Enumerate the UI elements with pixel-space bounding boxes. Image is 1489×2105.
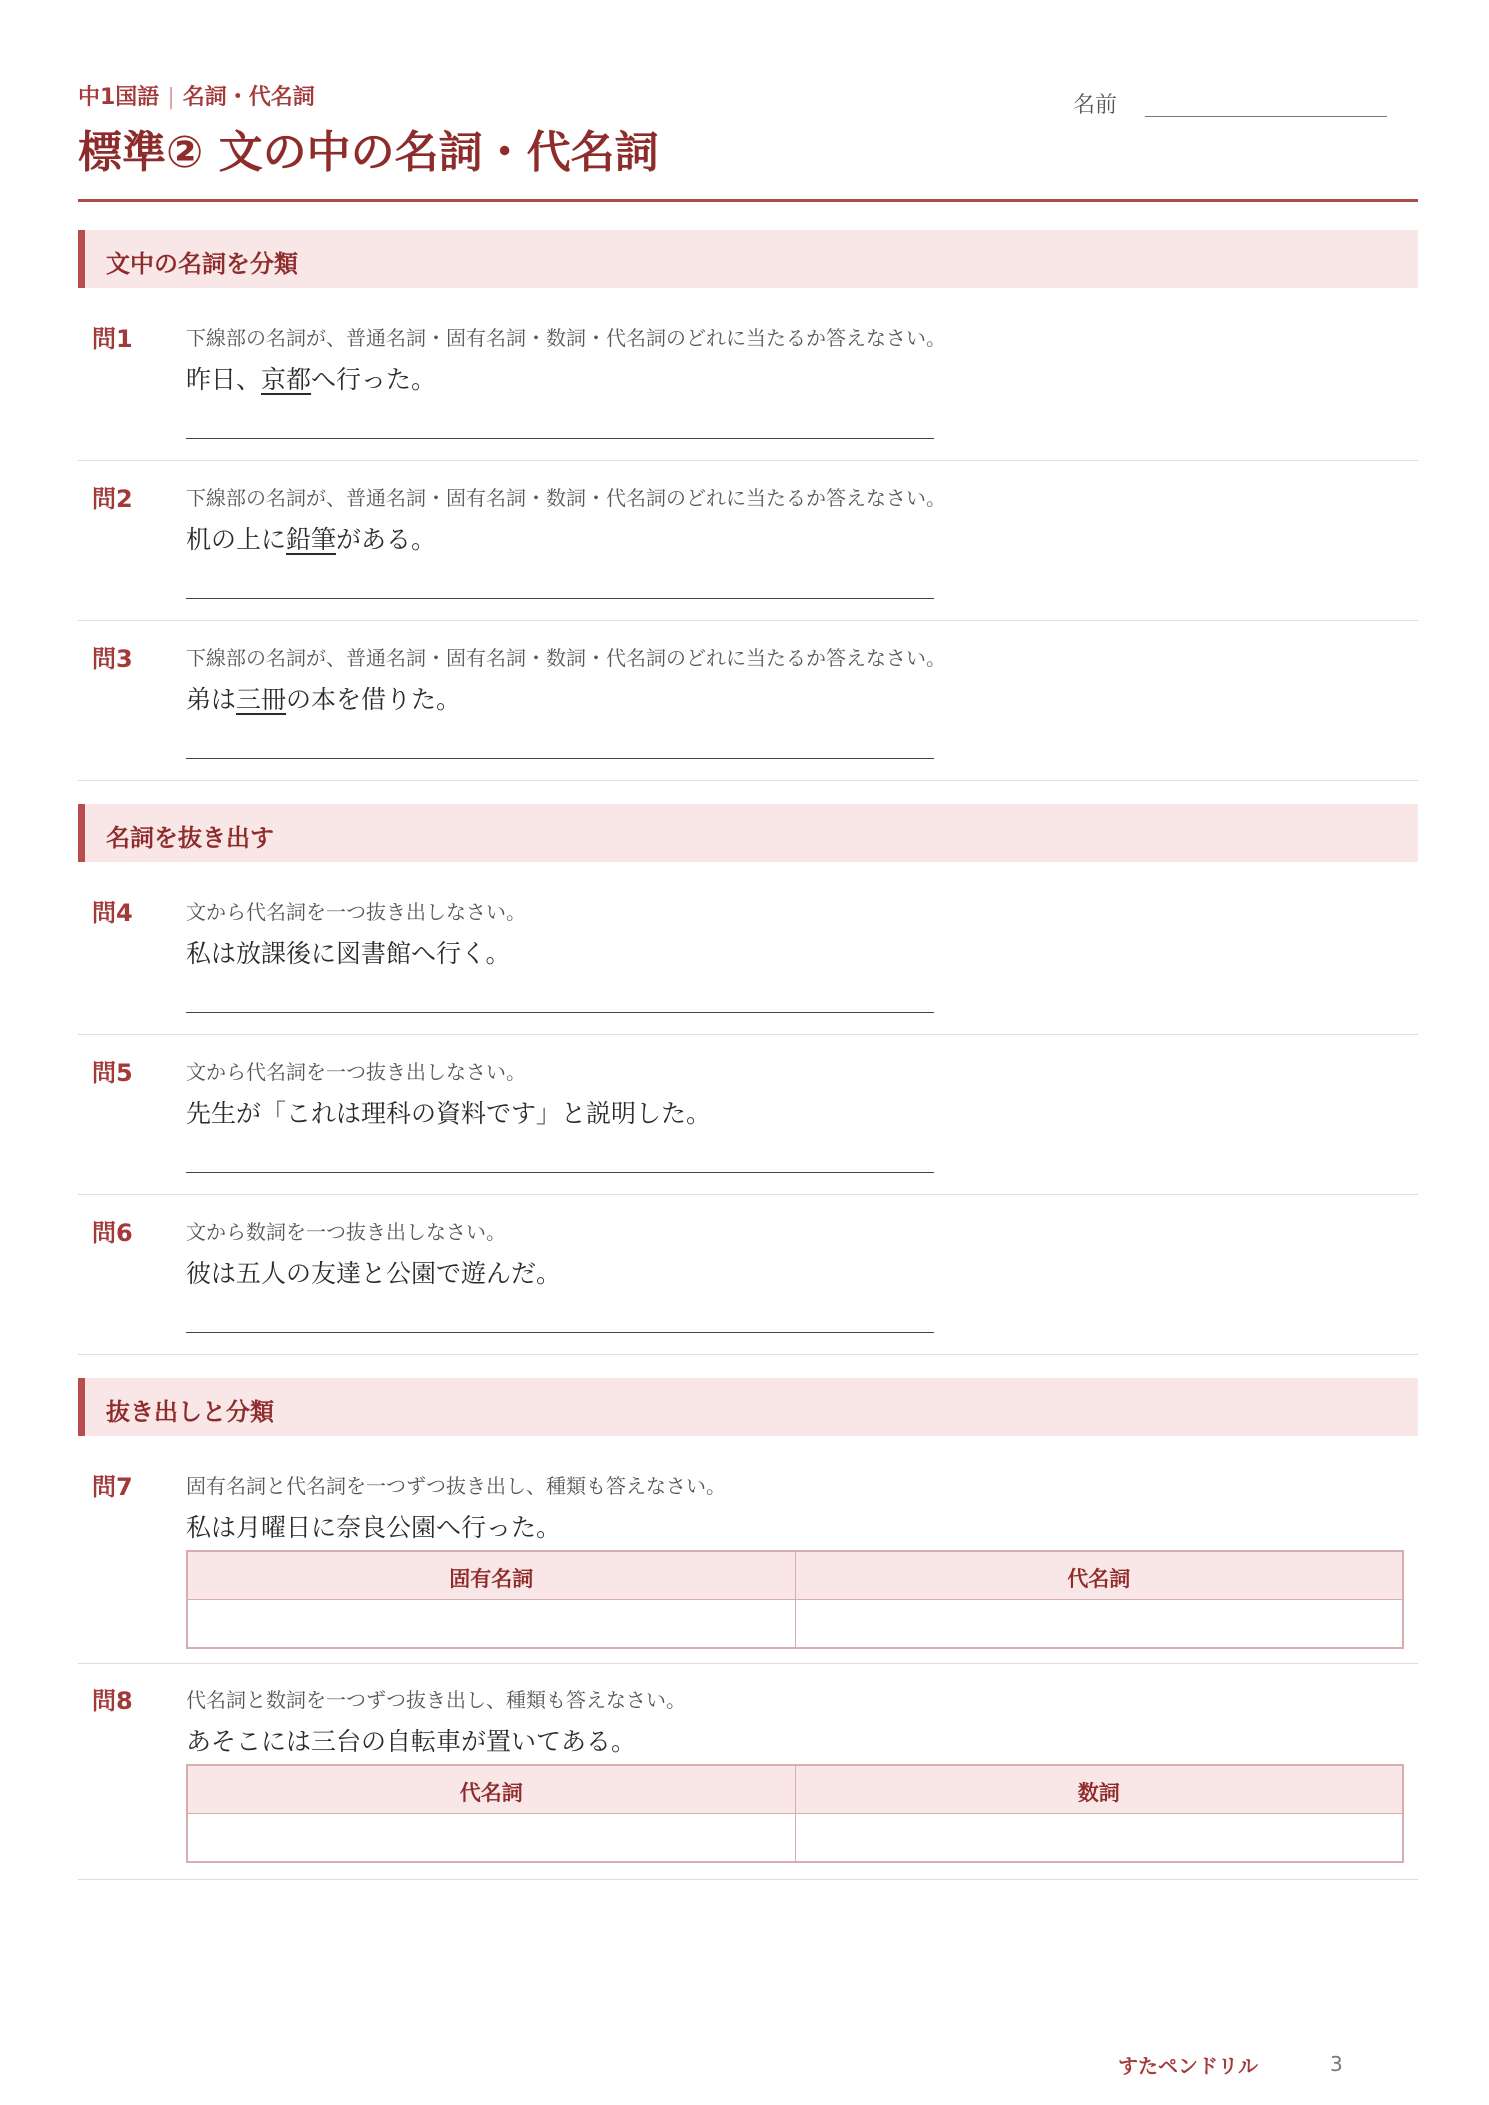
column-header [188,1552,795,1599]
question-instruction: 下線部の名詞が、普通名詞・固有名詞・数詞・代名詞のどれに当たるか答えなさい。 [186,486,946,510]
question-4 [78,890,1418,1035]
question-number: 問8 [92,1687,133,1715]
question-number: 問2 [92,485,133,513]
question-sentence [186,520,436,556]
question-sentence: あそこには三台の自転車が置いてある。 [186,1727,637,1756]
question-instruction: 文から代名詞を一つ抜き出しなさい。 [186,1060,526,1084]
question-3 [78,636,1418,781]
name-input-line[interactable] [1145,116,1387,117]
section-header-1 [78,230,1418,288]
sentence-part: がある。 [336,525,437,554]
question-sentence: 私は放課後に図書館へ行く。 [186,939,511,968]
column-header [188,1766,795,1813]
question-number: 問5 [92,1059,133,1087]
question-sentence: 先生が「これは理科の資料です」と説明した。 [186,1099,712,1128]
column-header-label: 固有名詞 [449,1567,534,1591]
question-2 [78,476,1418,621]
section-title: 名詞を抜き出す [106,824,274,852]
footer-brand: すたペンドリル [1118,2054,1258,2078]
question-sentence [186,360,436,396]
column-header [795,1766,1403,1813]
question-number: 問6 [92,1219,133,1247]
underlined-noun: 鉛筆 [286,525,337,554]
column-header-label: 代名詞 [1067,1567,1131,1591]
name-label: 名前 [1073,93,1118,118]
sentence-part: 机の上に [186,525,287,554]
underlined-noun: 京都 [261,365,312,394]
question-1 [78,316,1418,461]
section-title: 文中の名詞を分類 [106,250,298,278]
question-sentence: 私は月曜日に奈良公園へ行った。 [186,1513,562,1542]
section-header-2 [78,804,1418,862]
answer-line[interactable] [186,1012,934,1013]
answer-table-row [188,1814,1402,1861]
answer-table-header [188,1552,1402,1600]
question-number: 問3 [92,645,133,673]
topic-label: 名詞・代名詞 [182,85,315,110]
question-sentence: 彼は五人の友達と公園で遊んだ。 [186,1259,562,1288]
question-instruction: 下線部の名詞が、普通名詞・固有名詞・数詞・代名詞のどれに当たるか答えなさい。 [186,326,946,350]
underlined-noun: 三冊 [236,685,287,714]
question-sentence [186,680,461,716]
question-instruction: 下線部の名詞が、普通名詞・固有名詞・数詞・代名詞のどれに当たるか答えなさい。 [186,646,946,670]
name-field[interactable] [1073,86,1413,126]
page-number: 3 [1330,2052,1343,2076]
answer-cell[interactable] [188,1814,795,1861]
section-header-3 [78,1378,1418,1436]
answer-line[interactable] [186,598,934,599]
answer-cell[interactable] [795,1814,1403,1861]
sentence-part: 弟は [186,685,237,714]
question-instruction: 固有名詞と代名詞を一つずつ抜き出し、種類も答えなさい。 [186,1474,726,1498]
answer-table [186,1550,1404,1649]
answer-line[interactable] [186,1332,934,1333]
answer-cell[interactable] [188,1600,795,1647]
question-8 [78,1678,1418,1880]
question-number: 問7 [92,1473,133,1501]
worksheet-header [78,74,1418,202]
answer-line[interactable] [186,758,934,759]
question-7 [78,1464,1418,1664]
subject-breadcrumb [78,80,315,111]
sentence-part: 昨日、 [186,365,262,394]
section-title: 抜き出しと分類 [106,1398,274,1426]
sentence-part: へ行った。 [311,365,437,394]
question-number: 問4 [92,899,133,927]
answer-line[interactable] [186,1172,934,1173]
answer-line[interactable] [186,438,934,439]
answer-table-row [188,1600,1402,1647]
column-header [795,1552,1403,1599]
answer-cell[interactable] [795,1600,1403,1647]
question-instruction: 文から代名詞を一つ抜き出しなさい。 [186,900,526,924]
answer-table [186,1764,1404,1863]
worksheet-page [78,0,1418,2105]
question-instruction: 代名詞と数詞を一つずつ抜き出し、種類も答えなさい。 [186,1688,686,1712]
question-6 [78,1210,1418,1355]
column-header-label: 数詞 [1077,1781,1120,1805]
question-5 [78,1050,1418,1195]
subject-label: 中1国語 [78,85,160,110]
page-title: 標準② 文の中の名詞・代名詞 [78,127,659,178]
column-header-label: 代名詞 [459,1781,523,1805]
question-instruction: 文から数詞を一つ抜き出しなさい。 [186,1220,506,1244]
question-number: 問1 [92,325,133,353]
sentence-part: の本を借りた。 [286,685,462,714]
breadcrumb-separator: | [167,85,175,110]
answer-table-header [188,1766,1402,1814]
